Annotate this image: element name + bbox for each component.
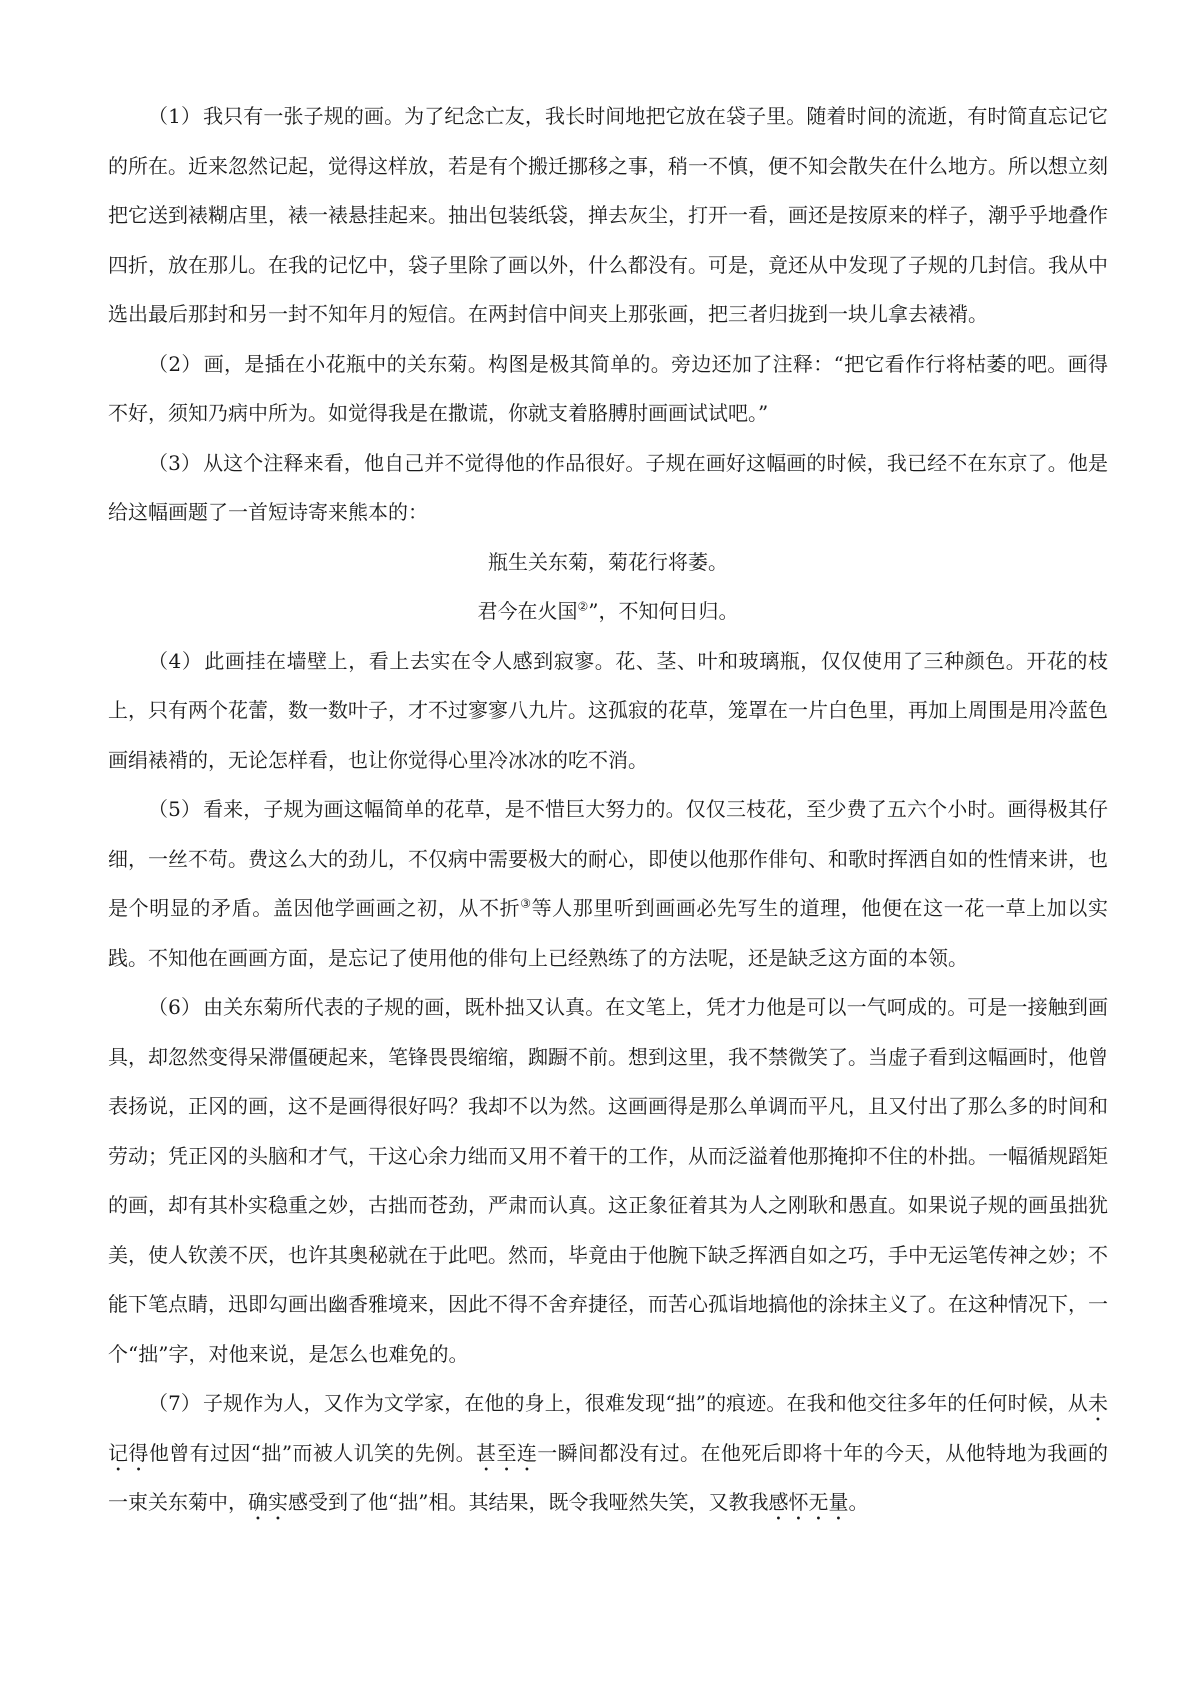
paragraph-1 (108, 92, 1108, 340)
paragraph-text: 画，是插在小花瓶中的关东菊。构图是极其简单的。旁边还加了注释：“把它看作行将枯萎的吧。画得不好，须知乃病中所为。如觉得我是在撒谎，你就支着胳膊肘画画试试吧。” (108, 351, 1108, 425)
emphasis-dotted-text: 感怀无量 (768, 1490, 849, 1514)
emphasis-dotted-text: 未记得 (108, 1391, 1108, 1465)
paragraph-number: （4） (148, 648, 203, 673)
paragraph-6 (108, 983, 1108, 1379)
paragraph-4 (108, 637, 1108, 786)
poem-text: ”，不知何日归。 (588, 599, 739, 623)
paragraph-text: 等人那里听到画画必先写生的道理，他便在这一花一草上加以实践。不知他在画画方面，是忘记了使用他的俳句上已经熟练了的方法呢，还是缺乏这方面的本领。 (108, 896, 1109, 970)
essay-page (108, 92, 1108, 1528)
paragraph-text: 。 (848, 1490, 869, 1514)
paragraph-number: （2） (148, 351, 202, 376)
paragraph-5 (108, 785, 1108, 983)
paragraph-text: 看来，子规为画这幅简单的花草，是不惜巨大努力的。仅仅三枝花，至少费了五六个小时。画得极其仔细，一丝不苟。费这么大的劲儿，不仅病中需要极大的耐心，即使以他那作俳句、和歌时挥洒自如的性情来讲，也是个明显的矛盾。盖因他学画画之初，从不折 (108, 797, 1108, 920)
poem-line-2 (108, 587, 1108, 637)
paragraph-number: （1） (148, 104, 202, 128)
paragraph-text: 此画挂在墙壁上，看上去实在令人感到寂寥。花、茎、叶和玻璃瓶，仅仅使用了三种颜色。开花的枝上，只有两个花蕾，数一数叶子，才不过寥寥八九片。这孤寂的花草，笼罩在一片白色里，再加上周围是用冷蓝色画绢裱褙的，无论怎样看，也让你觉得心里冷冰冰的吃不消。 (108, 648, 1108, 772)
paragraph-text: 由关东菊所代表的子规的画，既朴拙又认真。在文笔上，凭才力他是可以一气呵成的。可是一接触到画具，却忽然变得呆滞僵硬起来，笔锋畏畏缩缩，踟蹰不前。想到这里，我不禁微笑了。当虚子看到这幅画时，他曾表扬说，正冈的画，这不是画得很好吗？我却不以为然。这画画得是那么单调而平凡，且又付出了那么多的时间和劳动；凭正冈的头脑和才气，干这心余力绌而又用不着干的工作，从而泛溢着他那掩抑不住的朴拙。一幅循规蹈矩的画，却有其朴实稳重之妙，古拙而苍劲，严肃而认真。这正象征着其为人之刚耿和愚直。如果说子规的画虽拙犹美，使人钦羡不厌，也许其奥秘就在于此吧。然而，毕竟由于他腕下缺乏挥洒自如之巧，手中无运笔传神之妙；不能下笔点睛，迅即勾画出幽香雅境来，因此不得不舍弃捷径，而苦心孤诣地搞他的涂抹主义了。在这种情况下，一个“拙”字，对他来说，是怎么也难免的。 (108, 995, 1108, 1366)
paragraph-text: 一瞬间都没有过。在他死后即将十年的今天，从他特地为我画的一束关东菊中， (108, 1440, 1109, 1514)
paragraph-number: （6） (148, 995, 202, 1019)
emphasis-dotted-text: 甚至连 (476, 1440, 538, 1465)
paragraph-number: （3） (148, 450, 202, 475)
paragraph-text: 我只有一张子规的画。为了纪念亡友，我长时间地把它放在袋子里。随着时间的流逝，有时简直忘记它的所在。近来忽然记起，觉得这样放，若是有个搬迁挪移之事，稍一不慎，便不知会散失在什么地方。所以想立刻把它送到裱糊店里，裱一裱悬挂起来。抽出包装纸袋，掸去灰尘，打开一看，画还是按原来的样子，潮乎乎地叠作四折，放在那儿。在我的记忆中，袋子里除了画以外，什么都没有。可是，竟还从中发现了子规的几封信。我从中选出最后那封和另一封不知年月的短信。在两封信中间夹上那张画，把三者归拢到一块儿拿去裱褙。 (108, 104, 1108, 326)
footnote-marker-2: ② (577, 599, 589, 614)
paragraph-number: （5） (148, 797, 202, 821)
emphasis-dotted-text: 确实 (248, 1490, 288, 1514)
paragraph-text: 从这个注释来看，他自己并不觉得他的作品很好。子规在画好这幅画的时候，我已经不在东京了。他是给这幅画题了一首短诗寄来熊本的： (108, 450, 1108, 524)
paragraph-number: （7） (148, 1391, 202, 1415)
paragraph-2 (108, 340, 1108, 439)
paragraph-text: 他曾有过因“拙”而被人讥笑的先例。 (148, 1440, 477, 1465)
footnote-marker-3: ③ (520, 896, 532, 911)
paragraph-7 (108, 1379, 1108, 1528)
poem-text: 君今在火国 (477, 599, 578, 623)
paragraph-text: 感受到了他“拙”相。其结果，既令我哑然失笑，又教我 (288, 1490, 769, 1514)
poem-line-1: 瓶生关东菊，菊花行将萎。 (488, 549, 728, 574)
paragraph-text: 子规作为人，又作为文学家，在他的身上，很难发现“拙”的痕迹。在我和他交往多年的任何时候，从 (203, 1391, 1088, 1415)
paragraph-3 (108, 439, 1108, 538)
